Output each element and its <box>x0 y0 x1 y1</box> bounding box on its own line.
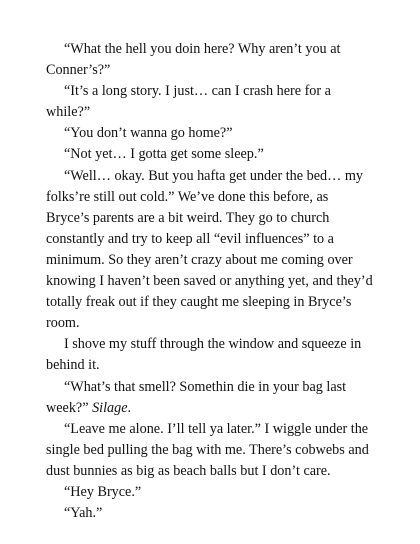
paragraph: “Yah.” <box>64 505 103 522</box>
paragraph: “Hey Bryce.” <box>64 483 142 500</box>
paragraph: “What’s that smell? Somethin die in your bag last week?” Silage. <box>46 378 347 416</box>
italic-word: Silage <box>92 399 128 416</box>
paragraph-text: “What’s that smell? Somethin die in your bag last week?” <box>46 378 347 416</box>
paragraph: “Not yet… I gotta get some sleep.” <box>64 146 264 163</box>
paragraph: “What the hell you doin here? Why aren’t you at Conner’s?” <box>46 41 341 79</box>
paragraph: “Leave me alone. I’ll tell ya later.” I wiggle under the single bed pulling the bag with me. There’s cobwebs and dust bunnies as big as beach balls but I don’t care. <box>46 420 369 479</box>
body-text <box>46 39 374 524</box>
paragraph: “You don’t wanna go home?” <box>64 125 233 142</box>
paragraph: I shove my stuff through the window and squeeze in behind it. <box>46 336 362 374</box>
paragraph: “It’s a long story. I just… can I crash here for a while?” <box>46 83 331 121</box>
paragraph: “Well… okay. But you hafta get under the bed… my folks’re still out cold.” We’ve done this before, as Bryce’s parents are a bit weird. They go to church constantly and try to keep all “evil influences” to a minimum. So they aren’t crazy about me coming over knowing I haven’t been saved or anything yet, and they’d totally freak out if they caught me sleeping in Bryce’s room. <box>46 167 373 332</box>
